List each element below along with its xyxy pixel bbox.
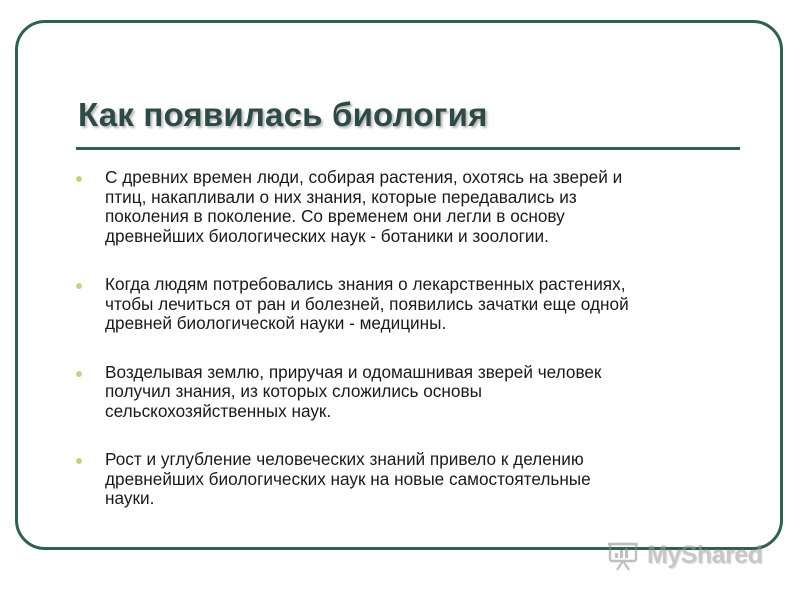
bullet-line: древней биологической науки - медицины. (105, 313, 447, 333)
bullet-line: получил знания, из которых сложились основы (105, 381, 482, 401)
bullet-line: Когда людям потребовались знания о лекарственных растениях, (105, 274, 626, 294)
bullet-line: сельскохозяйственных наук. (105, 400, 332, 421)
bullet-item (76, 168, 726, 246)
bullet-dot-icon (76, 283, 82, 289)
bullet-dot-icon (76, 176, 82, 182)
bullet-list (76, 168, 726, 509)
bullet-line: С древних времен люди, собирая растения, охотясь на зверей и (105, 167, 623, 187)
bullet-line: птиц, накапливали о них знания, которые передавались из (105, 186, 577, 207)
presentation-board-icon (607, 539, 641, 573)
bullet-item (76, 450, 726, 509)
bullet-dot-icon (76, 371, 82, 377)
watermark-text: MyShared (647, 541, 763, 569)
myshared-watermark[interactable] (607, 537, 767, 577)
bullet-line: древнейших биологических наук на новые самостоятельные (105, 468, 591, 489)
bullet-line: Рост и углубление человеческих знаний привело к делению (105, 449, 584, 469)
slide-title: Как появилась биология (78, 96, 488, 133)
bullet-item (76, 363, 726, 422)
bullet-dot-icon (76, 458, 82, 464)
bullet-line: чтобы лечиться от ран и болезней, появились зачатки еще одной (105, 293, 629, 314)
bullet-line: поколения в поколение. Со временем они легли в основу (105, 206, 565, 226)
title-underline (76, 147, 740, 150)
bullet-line: Возделывая землю, приручая и одомашнивая зверей человек (105, 361, 602, 382)
bullet-item (76, 275, 726, 334)
bullet-line: древнейших биологических наук - ботаники и зоологии. (105, 225, 549, 246)
bullet-line: науки. (105, 488, 155, 508)
